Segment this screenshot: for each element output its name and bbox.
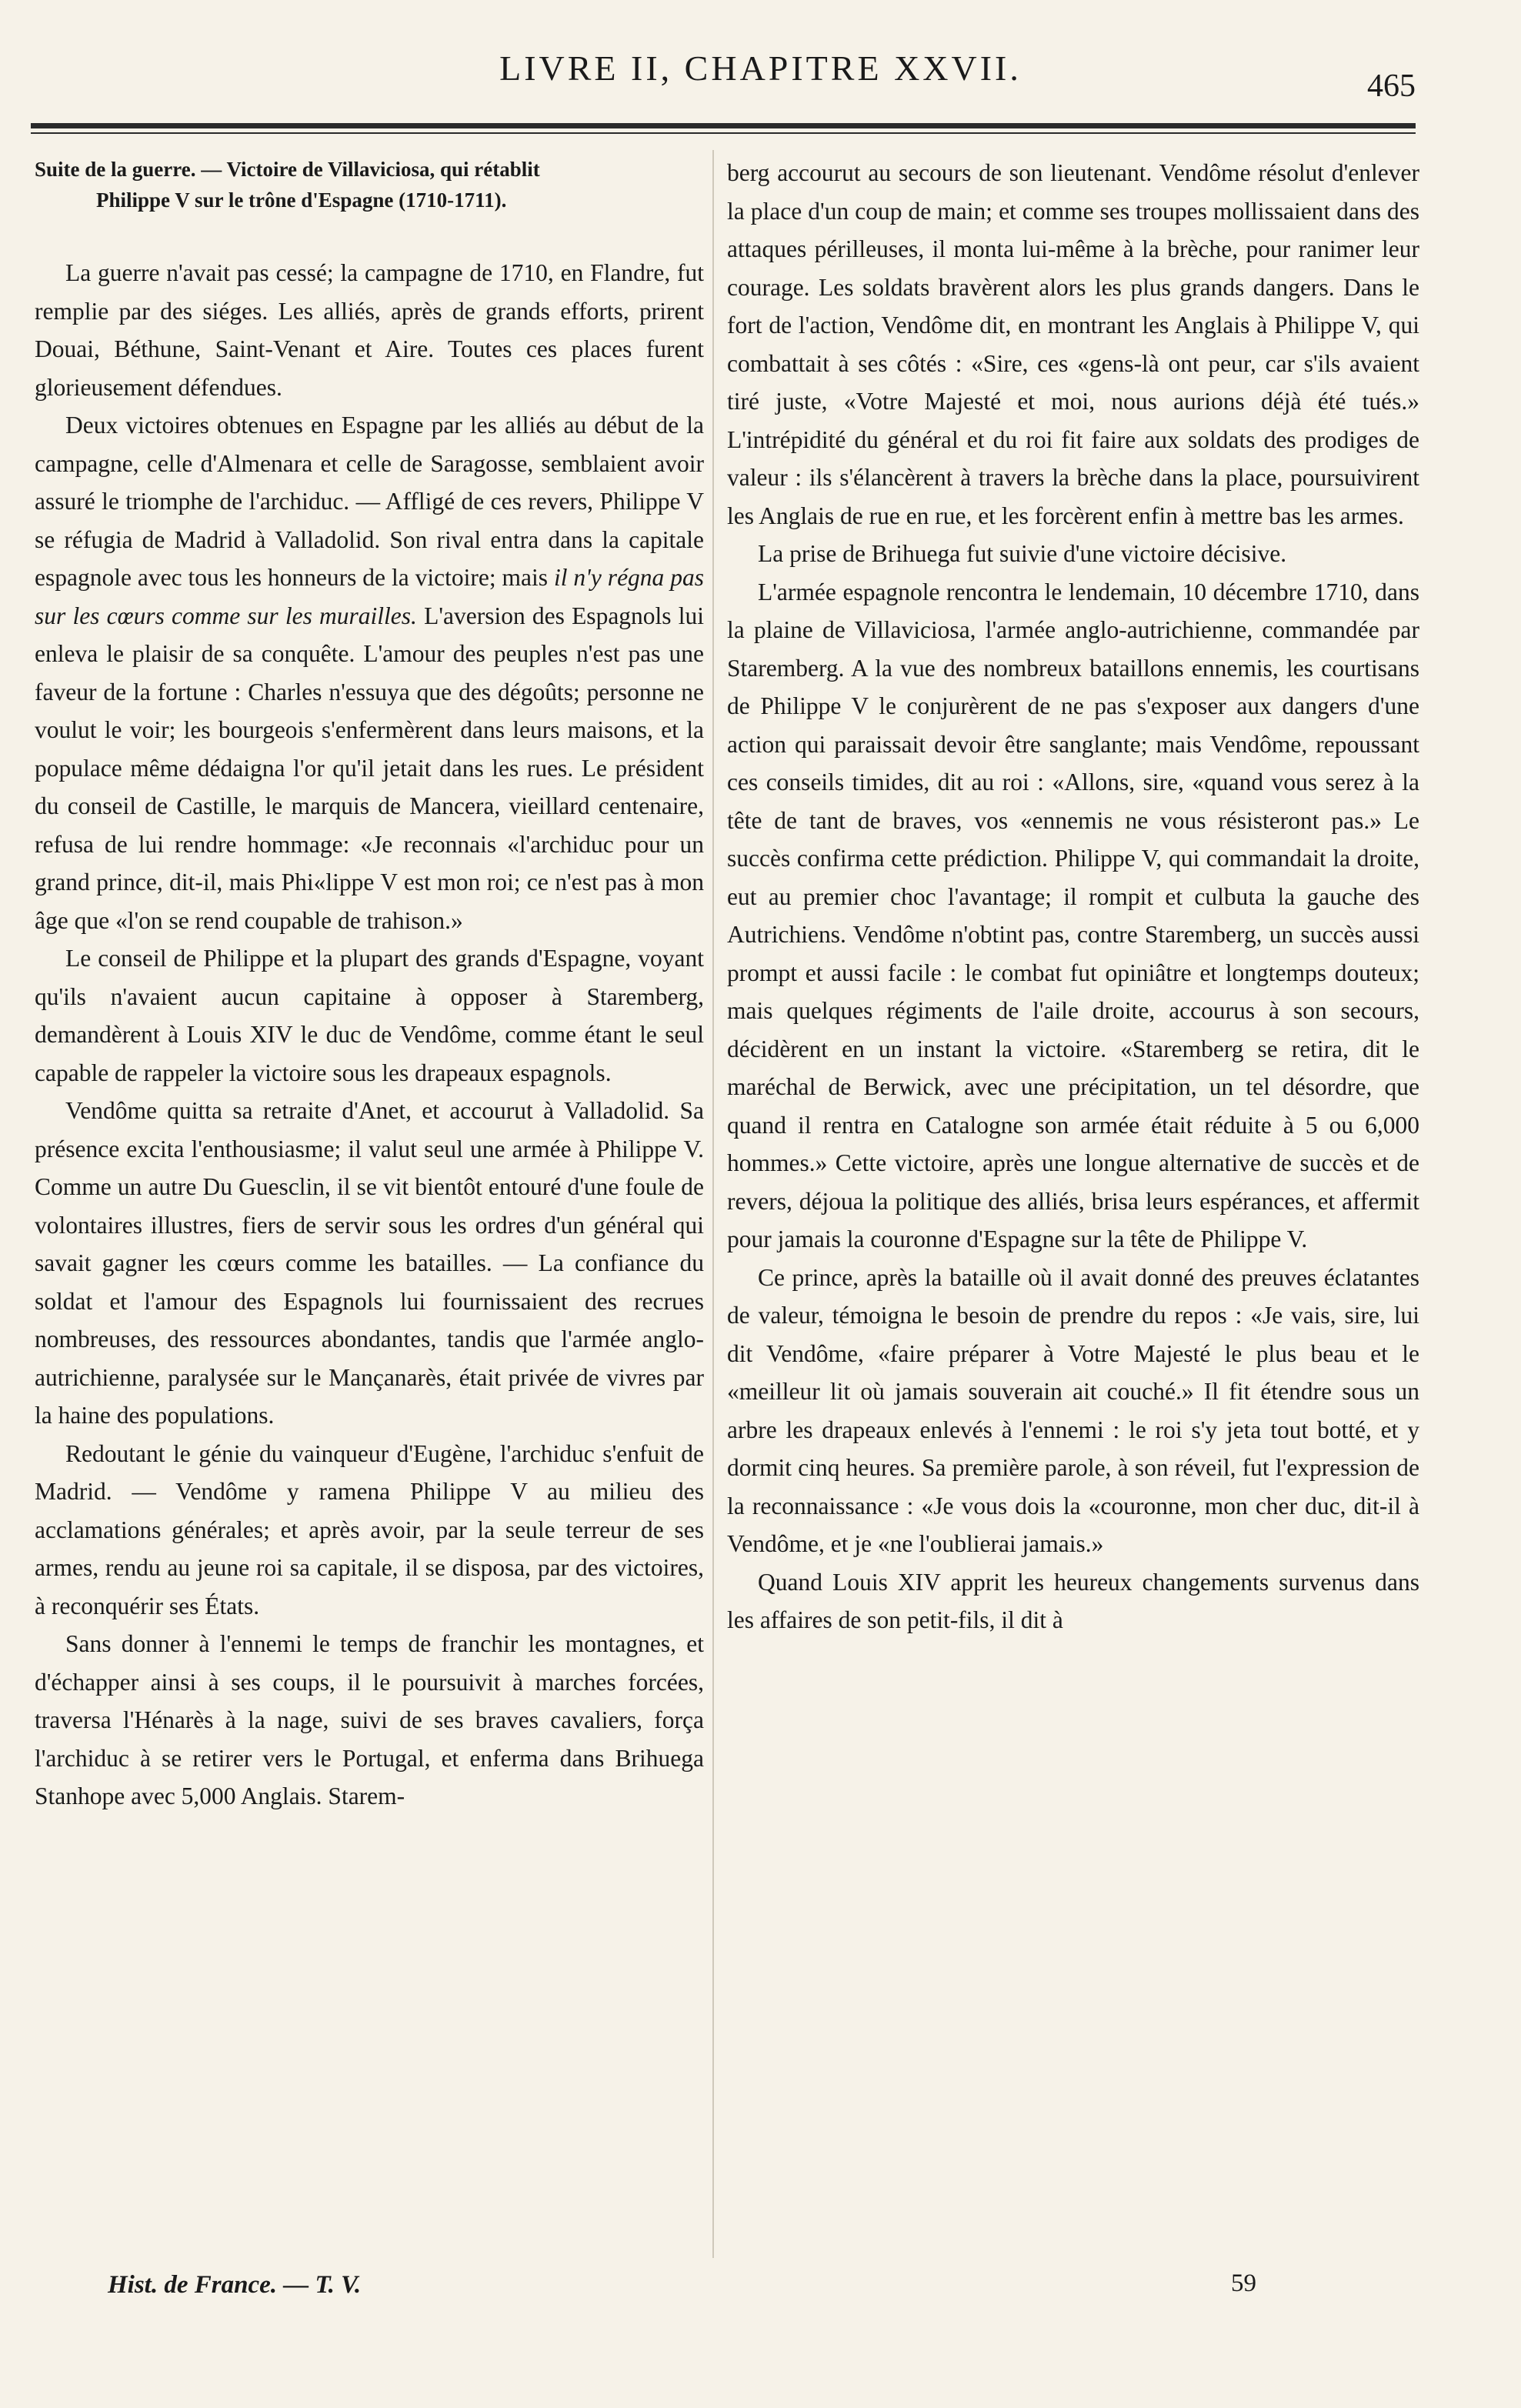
paragraph: Vendôme quitta sa retraite d'Anet, et accourut à Valladolid. Sa présence excita l'enthousiasme; il valut seul une armée à Philippe V. Comme un autre Du Guesclin, il se vit bientôt entouré d'une foule de volontaires illustres, fiers de servir sous les ordres d'un général qui savait gagner les cœurs comme les batailles. — La confiance du soldat et l'amour des Espagnols lui fournissaient des recrues nombreuses, des ressources abondantes, tandis que l'armée anglo-autrichienne, paralysée sur le Mançanarès, était privée de vivres par la haine des populations.: [35, 1097, 704, 1429]
summary-line-2: Philippe V sur le trône d'Espagne (1710-1711).: [96, 188, 507, 212]
paragraph: Quand Louis XIV apprit les heureux changements survenus dans les affaires de son petit-fils, il dit à: [727, 1568, 1419, 1633]
paragraph: [35, 406, 704, 939]
paragraph: La guerre n'avait pas cessé; la campagne de 1710, en Flandre, fut remplie par des siéges. Les alliés, après de grands efforts, prirent Douai, Béthune, Saint-Venant et Aire. Toutes ces places furent glorieusement défendues.: [35, 259, 704, 401]
paragraph: L'armée espagnole rencontra le lendemain, 10 décembre 1710, dans la plaine de Villaviciosa, l'armée anglo-autrichienne, commandée par Staremberg. A la vue des nombreux bataillons ennemis, les courtisans de Philippe V le conjurèrent de ne pas s'exposer aux dangers d'une action qui paraissait devoir être sanglante; mais Vendôme, repoussant ces conseils timides, dit au roi : «Allons, sire, «quand vous serez à la tête de tant de braves, vos «ennemis ne vous résisteront pas.» Le succès confirma cette prédiction. Philippe V, qui commandait la droite, eut au premier choc l'avantage; il rompit et culbuta la gauche des Autrichiens. Vendôme n'obtint pas, contre Staremberg, un succès aussi prompt et aussi facile : le combat fut opiniâtre et longtemps douteux; mais quelques régiments de l'aile droite, accourus à son secours, décidèrent en un instant la victoire. «Staremberg se retira, dit le maréchal de Berwick, avec une précipitation, un tel désordre, que quand il rentra en Catalogne son armée était réduite à 5 ou 6,000 hommes.» Cette victoire, après une longue alternative de succès et de revers, déjoua la politique des alliés, brisa leurs espérances, et affermit pour jamais la couronne d'Espagne sur la tête de Philippe V.: [727, 578, 1419, 1252]
paragraph: Le conseil de Philippe et la plupart des grands d'Espagne, voyant qu'ils n'avaient aucun capitaine à opposer à Staremberg, demandèrent à Louis XIV le duc de Vendôme, comme étant le seul capable de rappeler la victoire sous les drapeaux espagnols.: [35, 945, 704, 1086]
paragraph: La prise de Brihuega fut suivie d'une victoire décisive.: [758, 540, 1287, 567]
column-divider: [712, 150, 714, 2258]
paragraph: Ce prince, après la bataille où il avait donné des preuves éclatantes de valeur, témoigna le besoin de prendre du repos : «Je vais, sire, lui dit Vendôme, «faire préparer à Votre Majesté le plus beau et le «meilleur lit où jamais souverain ait couché.» Il fit étendre sous un arbre les drapeaux enlevés à l'ennemi : le roi s'y jeta tout botté, et y dormit cinq heures. Sa première parole, à son réveil, fut l'expression de la reconnaissance : «Je vous dois la «couronne, mon cher duc, dit-il à Vendôme, et je «ne l'oublierai jamais.»: [727, 1263, 1419, 1557]
chapter-summary: [35, 154, 704, 215]
italic-quote: il n'y régna pas sur les cœurs comme sur les murailles.: [35, 564, 704, 629]
header-rule-thin: [31, 132, 1416, 134]
paragraph: berg accourut au secours de son lieutenant. Vendôme résolut d'enlever la place d'un coup de main; et comme ses troupes mollissaient dans des attaques périlleuses, il monta lui-même à la brèche, pour ranimer leur courage. Les soldats bravèrent alors les plus grands dangers. Dans le fort de l'action, Vendôme dit, en montrant les Anglais à Philippe V, qui combattait à ses côtés : «Sire, ces «gens-là ont peur, car s'ils avaient tiré juste, «Votre Majesté et moi, nous aurions déjà été tués.» L'intrépidité du général et du roi fit faire aux soldats des prodiges de valeur : ils s'élancèrent à travers la brèche dans la place, poursuivirent les Anglais de rue en rue, et les forcèrent enfin à mettre bas les armes.: [727, 159, 1419, 529]
paragraph-text: L'aversion des Espagnols lui enleva le plaisir de sa conquête. L'amour des peuples n'est pas une faveur de la fortune : Charles n'essuya que des dégoûts; personne ne voulut le voir; les bourgeois s'enfermèrent dans leurs maisons, et la populace même dédaigna l'or qu'il jetait dans les rues. Le président du conseil de Castille, le marquis de Mancera, vieillard centenaire, refusa de lui rendre hommage: «Je reconnais «l'archiduc pour un grand prince, dit-il, mais Phi«lippe V est mon roi; ce n'est pas à mon âge que «l'on se rend coupable de trahison.»: [35, 602, 704, 934]
paragraph: Sans donner à l'ennemi le temps de franchir les montagnes, et d'échapper ainsi à ses coups, il le poursuivit à marches forcées, traversa l'Hénarès à la nage, suivi de ses braves cavaliers, força l'archiduc à se retirer vers le Portugal, et enferma dans Brihuega Stanhope avec 5,000 Anglais. Starem-: [35, 1630, 704, 1809]
header-rule: [31, 123, 1416, 128]
right-column: [727, 154, 1419, 1639]
running-title: LIVRE II, CHAPITRE XXVII.: [499, 48, 1022, 88]
book-reference: Hist. de France. — T. V.: [108, 2271, 362, 2299]
left-column: [35, 154, 704, 1816]
paragraph: Redoutant le génie du vainqueur d'Eugène, l'archiduc s'enfuit de Madrid. — Vendôme y ramena Philippe V au milieu des acclamations générales; et après avoir, par la seule terreur de ses armes, rendu au jeune roi sa capitale, il se disposa, par des victoires, à reconquérir ses États.: [35, 1439, 704, 1619]
signature-mark: 59: [1231, 2270, 1256, 2297]
page-number: 465: [1367, 68, 1416, 104]
summary-line-1: Suite de la guerre. — Victoire de Villaviciosa, qui rétablit: [35, 158, 540, 181]
paragraph-text: Deux victoires obtenues en Espagne par les alliés au début de la campagne, celle d'Almenara et celle de Saragosse, semblaient avoir assuré le triomphe de l'archiduc. — Affligé de ces revers, Philippe V se réfugia de Madrid à Valladolid. Son rival entra dans la capitale espagnole avec tous les honneurs de la victoire; mais: [35, 412, 704, 591]
